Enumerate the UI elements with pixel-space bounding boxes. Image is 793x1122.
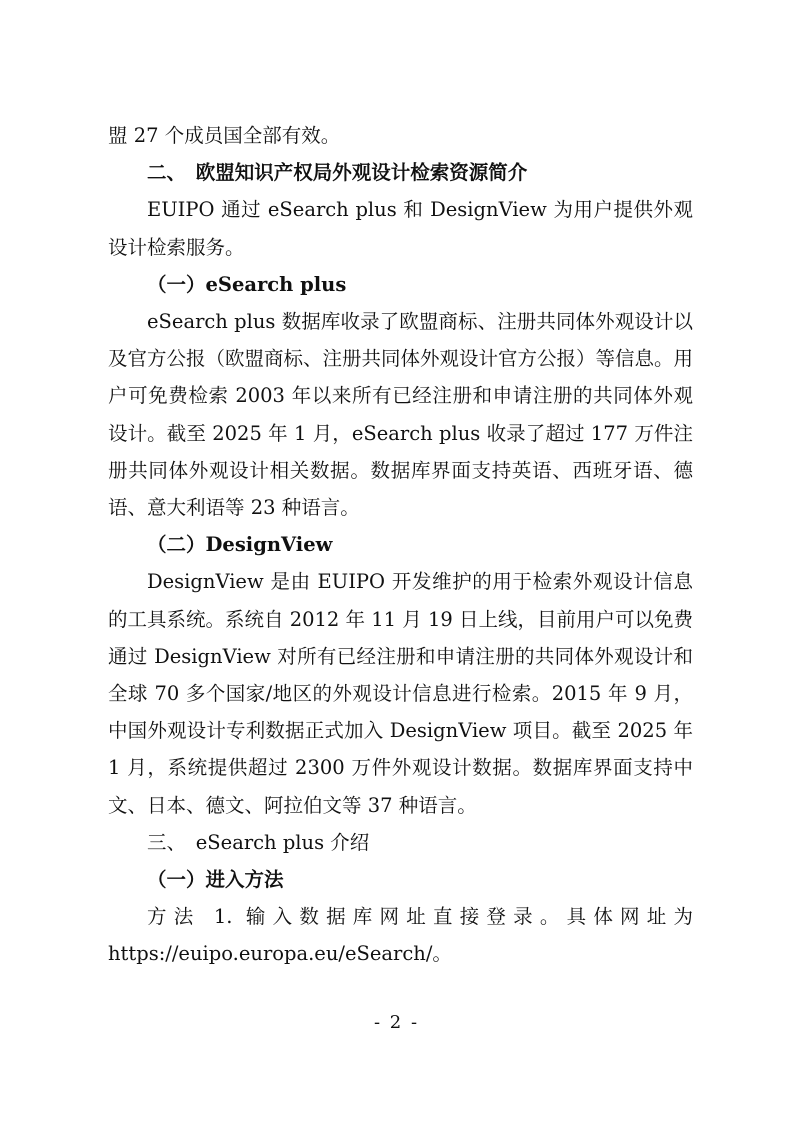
section-heading-3: 三、 eSearch plus 介绍: [147, 830, 370, 854]
section-heading-2: 二、 欧盟知识产权局外观设计检索资源简介: [147, 161, 528, 185]
document-page: [108, 117, 693, 973]
page-number: - 2 -: [373, 1012, 420, 1033]
subheading-esearch-plus: （一）eSearch plus: [147, 272, 347, 296]
paragraph-intro: EUIPO 通过 eSearch plus 和 DesignView 为用户提供外观设计检索服务。: [108, 198, 693, 259]
paragraph-continuation: 盟 27 个成员国全部有效。: [108, 124, 341, 147]
subheading-designview: （二）DesignView: [147, 533, 333, 557]
paragraph-esearch-plus: eSearch plus 数据库收录了欧盟商标、注册共同体外观设计以及官方公报（欧盟商标、注册共同体外观设计官方公报）等信息。用户可免费检索 2003 年以来所有已经注册和申请注册的共同体外观设计。截至 2025 年 1 月，eSearch plus 收录了超过 177 万件注册共同体外观设计相关数据。数据库界面支持英语、西班牙语、德语、意大利语等 23 种语言。: [108, 310, 694, 520]
url-text: https://euipo.europa.eu/eSearch/。: [108, 942, 452, 966]
subheading-access-method: （一）进入方法: [147, 868, 284, 892]
paragraph-method-1: 方法 1. 输入数据库网址直接登录。具体网址为: [147, 905, 693, 929]
paragraph-designview: DesignView 是由 EUIPO 开发维护的用于检索外观设计信息的工具系统。系统自 2012 年 11 月 19 日上线，目前用户可以免费通过 DesignView 对所有已经注册和申请注册的共同体外观设计和全球 70 多个国家/地区的外观设计信息进行检索。2015 年 9 月，中国外观设计专利数据正式加入 DesignView 项目。截至 2025 年 1 月，系统提供超过 2300 万件外观设计数据。数据库界面支持中文、日本、德文、阿拉伯文等 37 种语言。: [108, 570, 693, 817]
